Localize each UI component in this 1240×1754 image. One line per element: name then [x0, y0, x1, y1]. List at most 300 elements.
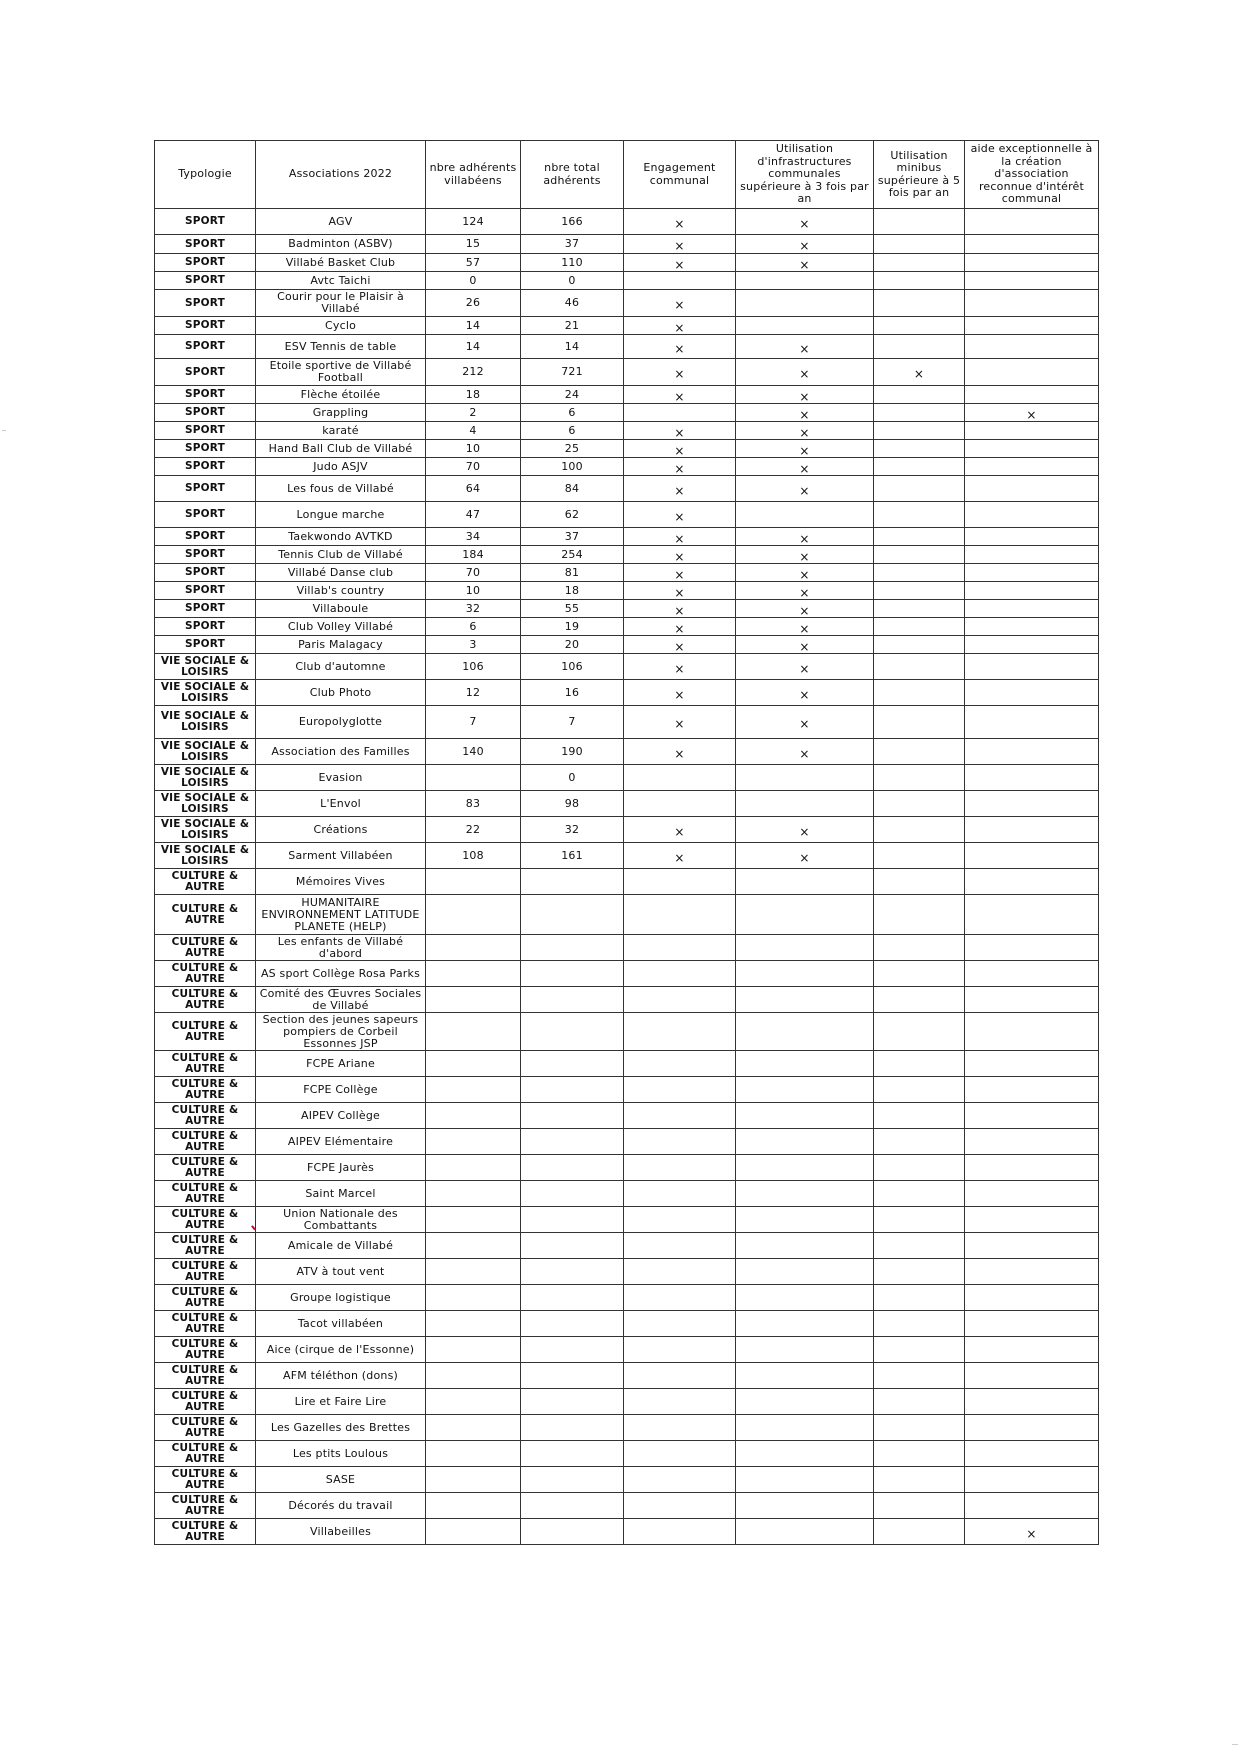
adherents-villabeens-cell: 70 [426, 458, 521, 476]
adherents-villabeens-cell [426, 765, 521, 791]
infrastructures-cell [736, 235, 874, 254]
association-name-cell: Flèche étoilée [256, 386, 426, 404]
minibus-cell [874, 1311, 965, 1337]
infrastructures-cell [736, 404, 874, 422]
aide-cell [965, 869, 1099, 895]
check-mark: × [674, 549, 685, 564]
infrastructures-cell [736, 987, 874, 1013]
association-name-cell: Europolyglotte [256, 706, 426, 739]
aide-cell [965, 618, 1099, 636]
table-row [155, 636, 1099, 654]
check-mark: × [674, 389, 685, 404]
check-mark: × [674, 239, 685, 253]
infrastructures-cell [736, 1441, 874, 1467]
check-mark: × [674, 746, 685, 761]
adherents-villabeens-cell [426, 1129, 521, 1155]
header-infrastructures: Utilisation d'infrastructures communales supérieure à 3 fois par an [736, 141, 874, 209]
adherents-villabeens-cell: 3 [426, 636, 521, 654]
minibus-cell [874, 272, 965, 290]
check-mark: × [674, 639, 685, 654]
minibus-cell [874, 869, 965, 895]
check-mark: × [674, 216, 685, 231]
table-row [155, 706, 1099, 739]
typologie-cell: SPORT [155, 502, 256, 528]
adherents-villabeens-cell [426, 1415, 521, 1441]
adherents-villabeens-cell [426, 1285, 521, 1311]
minibus-cell [874, 618, 965, 636]
check-mark: × [799, 639, 810, 654]
aide-cell [965, 1493, 1099, 1519]
typologie-cell: CULTURE & AUTRE [155, 1311, 256, 1337]
typologie-cell: CULTURE & AUTRE [155, 1077, 256, 1103]
header-minibus: Utilisation minibus supérieure à 5 fois par an [874, 141, 965, 209]
association-name-cell: Les fous de Villabé [256, 476, 426, 502]
check-mark: × [674, 257, 685, 272]
minibus-cell [874, 895, 965, 935]
typologie-cell: CULTURE & AUTRE [155, 1207, 256, 1233]
adherents-total-cell [521, 1441, 624, 1467]
aide-cell [965, 528, 1099, 546]
engagement-cell [624, 359, 736, 386]
check-mark: × [674, 367, 685, 381]
engagement-cell [624, 618, 736, 636]
table-row [155, 1207, 1099, 1233]
typologie-cell: CULTURE & AUTRE [155, 935, 256, 961]
typologie-cell: SPORT [155, 476, 256, 502]
engagement-cell [624, 1129, 736, 1155]
typologie-cell: VIE SOCIALE & LOISIRS [155, 680, 256, 706]
association-name-cell: Groupe logistique [256, 1285, 426, 1311]
engagement-cell [624, 843, 736, 869]
minibus-cell [874, 1233, 965, 1259]
engagement-cell [624, 1467, 736, 1493]
minibus-cell [874, 1441, 965, 1467]
minibus-cell [874, 476, 965, 502]
aide-cell [965, 987, 1099, 1013]
adherents-villabeens-cell [426, 895, 521, 935]
minibus-cell [874, 254, 965, 272]
adherents-total-cell: 24 [521, 386, 624, 404]
aide-cell [965, 404, 1099, 422]
adherents-total-cell [521, 961, 624, 987]
adherents-villabeens-cell [426, 1337, 521, 1363]
engagement-cell [624, 290, 736, 317]
adherents-villabeens-cell: 26 [426, 290, 521, 317]
typologie-cell: SPORT [155, 272, 256, 290]
association-name-cell: Villabé Basket Club [256, 254, 426, 272]
minibus-cell [874, 458, 965, 476]
association-name-cell: Les Gazelles des Brettes [256, 1415, 426, 1441]
minibus-cell [874, 528, 965, 546]
minibus-cell [874, 359, 965, 386]
check-mark: × [799, 443, 810, 458]
adherents-villabeens-cell [426, 869, 521, 895]
check-mark: × [799, 549, 810, 564]
table-row [155, 528, 1099, 546]
engagement-cell [624, 335, 736, 359]
engagement-cell [624, 1051, 736, 1077]
minibus-cell [874, 1181, 965, 1207]
adherents-total-cell [521, 935, 624, 961]
adherents-villabeens-cell: 140 [426, 739, 521, 765]
adherents-total-cell: 37 [521, 235, 624, 254]
infrastructures-cell [736, 359, 874, 386]
minibus-cell [874, 1467, 965, 1493]
typologie-cell: CULTURE & AUTRE [155, 1013, 256, 1051]
table-row [155, 618, 1099, 636]
aide-cell [965, 1207, 1099, 1233]
minibus-cell [874, 600, 965, 618]
table-row [155, 272, 1099, 290]
adherents-total-cell [521, 1389, 624, 1415]
engagement-cell [624, 1441, 736, 1467]
header-typologie: Typologie [155, 141, 256, 209]
aide-cell [965, 1363, 1099, 1389]
aide-cell [965, 458, 1099, 476]
adherents-villabeens-cell [426, 1389, 521, 1415]
minibus-cell [874, 1051, 965, 1077]
check-mark: × [674, 320, 685, 335]
infrastructures-cell [736, 209, 874, 235]
check-mark: × [799, 483, 810, 498]
minibus-cell [874, 636, 965, 654]
association-name-cell: ATV à tout vent [256, 1259, 426, 1285]
minibus-cell [874, 1013, 965, 1051]
header-associations: Associations 2022 [256, 141, 426, 209]
aide-cell [965, 1415, 1099, 1441]
engagement-cell [624, 636, 736, 654]
engagement-cell [624, 791, 736, 817]
minibus-cell [874, 422, 965, 440]
aide-cell [965, 1389, 1099, 1415]
minibus-cell [874, 235, 965, 254]
infrastructures-cell [736, 335, 874, 359]
engagement-cell [624, 1415, 736, 1441]
aide-cell [965, 1103, 1099, 1129]
adherents-villabeens-cell: 212 [426, 359, 521, 386]
adherents-villabeens-cell [426, 1155, 521, 1181]
adherents-total-cell [521, 1077, 624, 1103]
aide-cell [965, 564, 1099, 582]
engagement-cell [624, 502, 736, 528]
adherents-villabeens-cell: 14 [426, 335, 521, 359]
adherents-total-cell: 19 [521, 618, 624, 636]
association-name-cell: ESV Tennis de table [256, 335, 426, 359]
aide-cell [965, 1129, 1099, 1155]
minibus-cell [874, 1363, 965, 1389]
typologie-cell: CULTURE & AUTRE [155, 1493, 256, 1519]
typologie-cell: CULTURE & AUTRE [155, 1259, 256, 1285]
association-name-cell: Lire et Faire Lire [256, 1389, 426, 1415]
adherents-villabeens-cell: 15 [426, 235, 521, 254]
typologie-cell: CULTURE & AUTRE [155, 1233, 256, 1259]
association-name-cell: Villaboule [256, 600, 426, 618]
minibus-cell [874, 961, 965, 987]
adherents-total-cell: 21 [521, 317, 624, 335]
typologie-cell: CULTURE & AUTRE [155, 1519, 256, 1545]
typologie-cell: VIE SOCIALE & LOISIRS [155, 843, 256, 869]
table-row [155, 895, 1099, 935]
adherents-total-cell: 721 [521, 359, 624, 386]
engagement-cell [624, 440, 736, 458]
typologie-cell: CULTURE & AUTRE [155, 1103, 256, 1129]
table-row [155, 1441, 1099, 1467]
minibus-cell [874, 817, 965, 843]
check-mark: × [799, 621, 810, 636]
infrastructures-cell [736, 1051, 874, 1077]
engagement-cell [624, 254, 736, 272]
adherents-villabeens-cell: 106 [426, 654, 521, 680]
adherents-villabeens-cell: 12 [426, 680, 521, 706]
check-mark: × [674, 824, 685, 839]
typologie-cell: CULTURE & AUTRE [155, 1467, 256, 1493]
table-row [155, 422, 1099, 440]
adherents-total-cell [521, 1467, 624, 1493]
check-mark: × [674, 567, 685, 582]
adherents-villabeens-cell [426, 1311, 521, 1337]
check-mark: × [674, 531, 685, 546]
aide-cell [965, 817, 1099, 843]
check-mark: × [674, 341, 685, 356]
aide-cell [965, 1519, 1099, 1545]
header-adherents-villabeens: nbre adhérents villabéens [426, 141, 521, 209]
engagement-cell [624, 582, 736, 600]
check-mark: × [674, 425, 685, 440]
infrastructures-cell [736, 386, 874, 404]
minibus-cell [874, 739, 965, 765]
adherents-total-cell: 84 [521, 476, 624, 502]
engagement-cell [624, 1363, 736, 1389]
aide-cell [965, 1155, 1099, 1181]
engagement-cell [624, 476, 736, 502]
typologie-cell: CULTURE & AUTRE [155, 1051, 256, 1077]
association-name-cell: AFM téléthon (dons) [256, 1363, 426, 1389]
table-row [155, 1415, 1099, 1441]
table-row [155, 1077, 1099, 1103]
aide-cell [965, 1441, 1099, 1467]
adherents-total-cell [521, 1051, 624, 1077]
adherents-villabeens-cell [426, 1363, 521, 1389]
aide-cell [965, 935, 1099, 961]
adherents-total-cell: 0 [521, 765, 624, 791]
adherents-total-cell [521, 1129, 624, 1155]
infrastructures-cell [736, 600, 874, 618]
minibus-cell [874, 335, 965, 359]
aide-cell [965, 290, 1099, 317]
table-row [155, 1285, 1099, 1311]
adherents-total-cell [521, 1337, 624, 1363]
infrastructures-cell [736, 935, 874, 961]
association-name-cell: L'Envol [256, 791, 426, 817]
adherents-total-cell: 55 [521, 600, 624, 618]
table-row [155, 1233, 1099, 1259]
infrastructures-cell [736, 546, 874, 564]
infrastructures-cell [736, 636, 874, 654]
table-row [155, 987, 1099, 1013]
table-row [155, 476, 1099, 502]
association-name-cell: Club Photo [256, 680, 426, 706]
minibus-cell [874, 1103, 965, 1129]
infrastructures-cell [736, 254, 874, 272]
adherents-villabeens-cell [426, 1441, 521, 1467]
engagement-cell [624, 1233, 736, 1259]
adherents-total-cell: 166 [521, 209, 624, 235]
infrastructures-cell [736, 843, 874, 869]
infrastructures-cell [736, 440, 874, 458]
check-mark: × [674, 621, 685, 636]
association-name-cell: FCPE Collège [256, 1077, 426, 1103]
association-name-cell: Villabeilles [256, 1519, 426, 1545]
adherents-villabeens-cell: 83 [426, 791, 521, 817]
infrastructures-cell [736, 791, 874, 817]
table-row [155, 961, 1099, 987]
adherents-total-cell: 7 [521, 706, 624, 739]
table-row [155, 1389, 1099, 1415]
check-mark: × [799, 367, 810, 381]
aide-cell [965, 422, 1099, 440]
association-name-cell: Amicale de Villabé [256, 1233, 426, 1259]
association-name-cell: Section des jeunes sapeurs pompiers de Corbeil Essonnes JSP [256, 1013, 426, 1051]
adherents-villabeens-cell: 108 [426, 843, 521, 869]
infrastructures-cell [736, 706, 874, 739]
table-row [155, 935, 1099, 961]
minibus-cell [874, 582, 965, 600]
adherents-total-cell: 161 [521, 843, 624, 869]
infrastructures-cell [736, 1415, 874, 1441]
aide-cell [965, 335, 1099, 359]
engagement-cell [624, 895, 736, 935]
association-name-cell: Comité des Œuvres Sociales de Villabé [256, 987, 426, 1013]
check-mark: × [674, 603, 685, 618]
engagement-cell [624, 1013, 736, 1051]
engagement-cell [624, 528, 736, 546]
engagement-cell [624, 404, 736, 422]
adherents-total-cell [521, 1155, 624, 1181]
association-name-cell: Taekwondo AVTKD [256, 528, 426, 546]
association-name-cell: Association des Familles [256, 739, 426, 765]
adherents-total-cell [521, 1285, 624, 1311]
table-row [155, 791, 1099, 817]
check-mark: × [674, 661, 685, 676]
engagement-cell [624, 458, 736, 476]
check-mark: × [799, 850, 810, 865]
adherents-total-cell [521, 1013, 624, 1051]
adherents-villabeens-cell: 7 [426, 706, 521, 739]
engagement-cell [624, 564, 736, 582]
adherents-villabeens-cell: 2 [426, 404, 521, 422]
infrastructures-cell [736, 1013, 874, 1051]
typologie-cell: SPORT [155, 359, 256, 386]
typologie-cell: SPORT [155, 209, 256, 235]
table-row [155, 817, 1099, 843]
infrastructures-cell [736, 1207, 874, 1233]
check-mark: × [674, 483, 685, 498]
infrastructures-cell [736, 1233, 874, 1259]
engagement-cell [624, 961, 736, 987]
aide-cell [965, 1259, 1099, 1285]
association-name-cell: Etoile sportive de Villabé Football [256, 359, 426, 386]
infrastructures-cell [736, 1077, 874, 1103]
engagement-cell [624, 272, 736, 290]
association-name-cell: Tennis Club de Villabé [256, 546, 426, 564]
association-name-cell: SASE [256, 1467, 426, 1493]
aide-cell [965, 386, 1099, 404]
minibus-cell [874, 1077, 965, 1103]
check-mark: × [799, 407, 810, 422]
association-name-cell: AIPEV Collège [256, 1103, 426, 1129]
table-row [155, 1129, 1099, 1155]
adherents-villabeens-cell [426, 1519, 521, 1545]
minibus-cell [874, 1207, 965, 1233]
adherents-total-cell [521, 1363, 624, 1389]
infrastructures-cell [736, 654, 874, 680]
table-row [155, 1363, 1099, 1389]
table-row [155, 386, 1099, 404]
typologie-cell: VIE SOCIALE & LOISIRS [155, 739, 256, 765]
adherents-total-cell: 14 [521, 335, 624, 359]
engagement-cell [624, 1493, 736, 1519]
adherents-total-cell: 254 [521, 546, 624, 564]
check-mark: × [799, 661, 810, 676]
adherents-total-cell: 190 [521, 739, 624, 765]
infrastructures-cell [736, 680, 874, 706]
aide-cell [965, 272, 1099, 290]
table-row [155, 546, 1099, 564]
typologie-cell: SPORT [155, 458, 256, 476]
header-row [155, 141, 1099, 209]
infrastructures-cell [736, 1467, 874, 1493]
aide-cell [965, 1311, 1099, 1337]
check-mark: × [674, 585, 685, 600]
adherents-total-cell: 81 [521, 564, 624, 582]
aide-cell [965, 843, 1099, 869]
aide-cell [965, 476, 1099, 502]
typologie-cell: SPORT [155, 235, 256, 254]
aide-cell [965, 582, 1099, 600]
infrastructures-cell [736, 1389, 874, 1415]
scan-mark [2, 430, 6, 431]
check-mark: × [674, 461, 685, 476]
table-row [155, 458, 1099, 476]
adherents-villabeens-cell [426, 1051, 521, 1077]
infrastructures-cell [736, 1519, 874, 1545]
table-row [155, 335, 1099, 359]
table-row [155, 290, 1099, 317]
typologie-cell: CULTURE & AUTRE [155, 961, 256, 987]
association-name-cell: Avtc Taichi [256, 272, 426, 290]
table-row [155, 1013, 1099, 1051]
adherents-villabeens-cell: 184 [426, 546, 521, 564]
association-name-cell: FCPE Ariane [256, 1051, 426, 1077]
table-row [155, 654, 1099, 680]
typologie-cell: CULTURE & AUTRE [155, 1181, 256, 1207]
table-row [155, 317, 1099, 335]
infrastructures-cell [736, 1363, 874, 1389]
engagement-cell [624, 317, 736, 335]
adherents-villabeens-cell: 32 [426, 600, 521, 618]
minibus-cell [874, 791, 965, 817]
association-name-cell: Tacot villabéen [256, 1311, 426, 1337]
association-name-cell: Evasion [256, 765, 426, 791]
typologie-cell: CULTURE & AUTRE [155, 895, 256, 935]
minibus-cell [874, 317, 965, 335]
adherents-total-cell: 100 [521, 458, 624, 476]
aide-cell [965, 359, 1099, 386]
typologie-cell: SPORT [155, 636, 256, 654]
minibus-cell [874, 1493, 965, 1519]
table-row [155, 254, 1099, 272]
table-row [155, 765, 1099, 791]
